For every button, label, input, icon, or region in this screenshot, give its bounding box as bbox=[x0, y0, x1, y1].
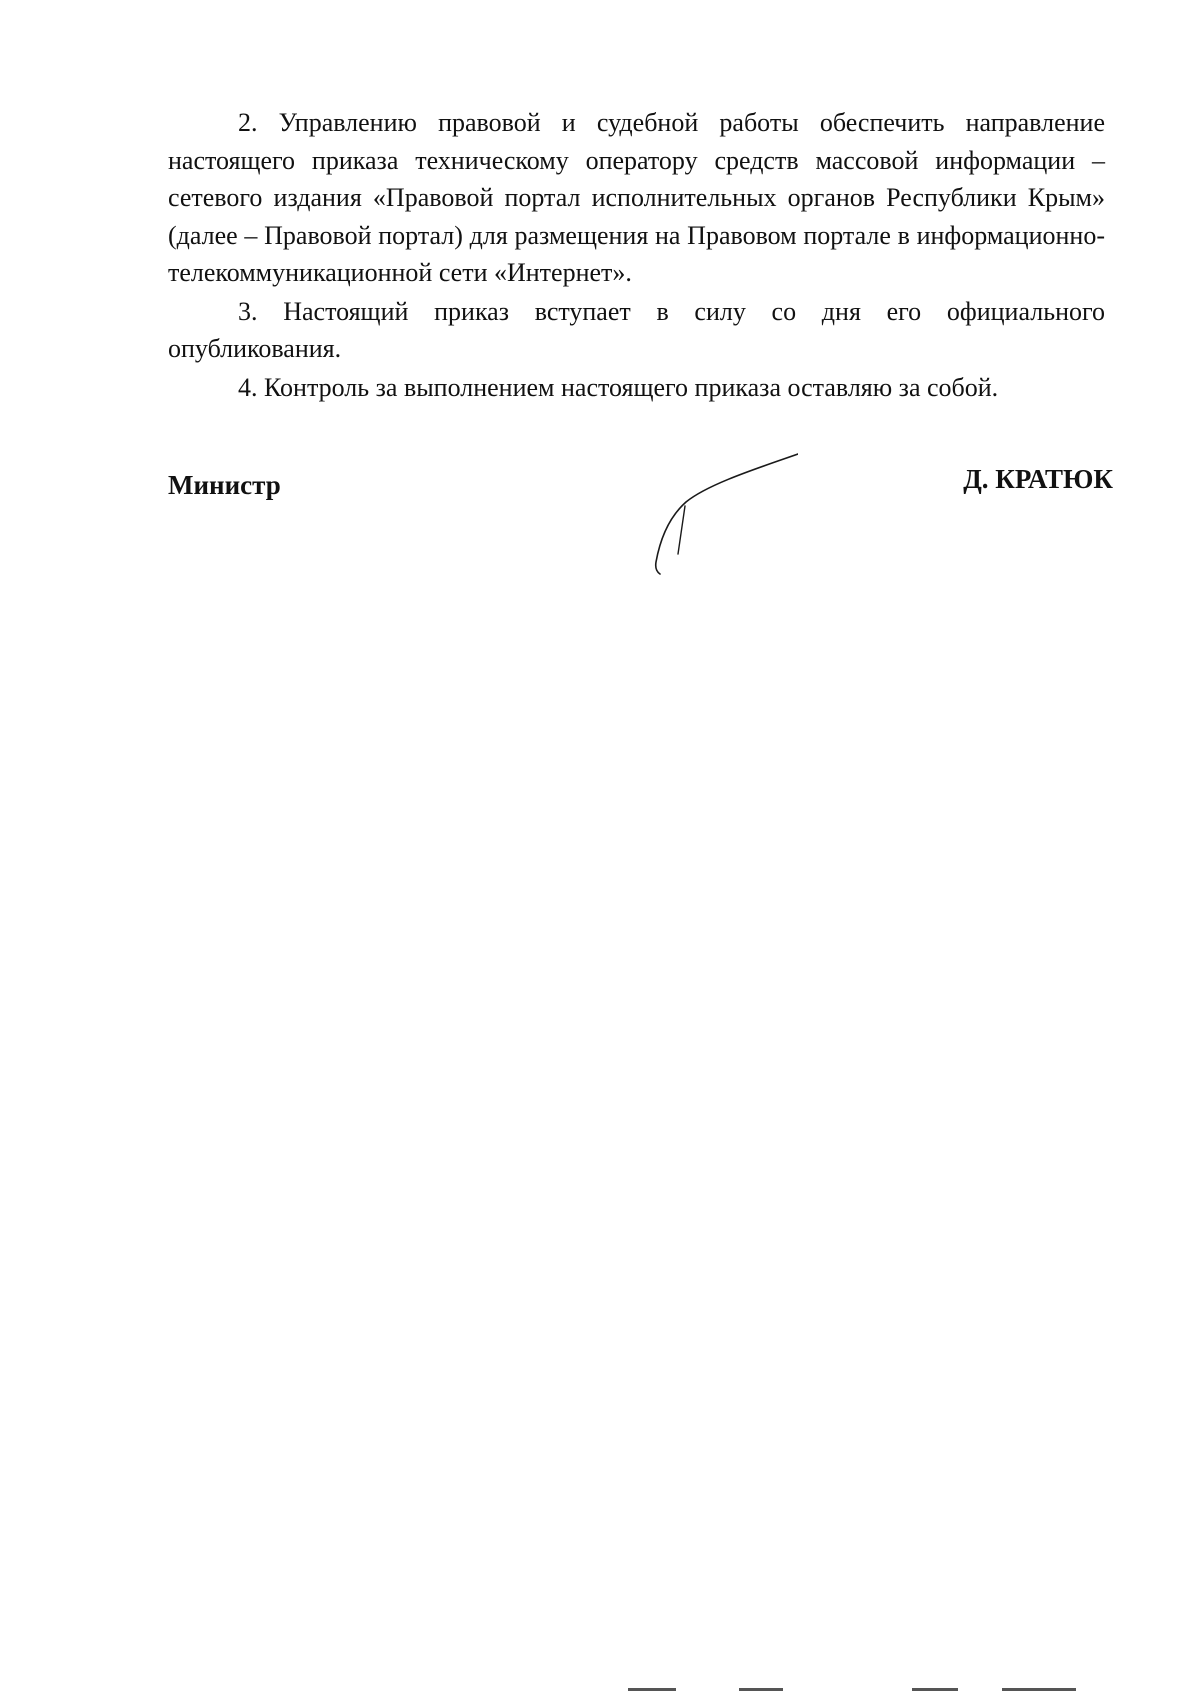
scan-mark bbox=[628, 1688, 676, 1691]
signatory-position: Министр bbox=[168, 470, 281, 500]
paragraph-text: Контроль за выполнением настоящего приказа оставляю за собой. bbox=[264, 372, 999, 402]
paragraph-number: 3. bbox=[238, 296, 258, 326]
paragraph-number: 4. bbox=[238, 372, 258, 402]
scan-mark bbox=[739, 1688, 783, 1691]
scan-mark bbox=[912, 1688, 958, 1691]
handwritten-signature bbox=[638, 450, 798, 590]
paragraph-text: Настоящий приказ вступает в силу со дня его официального опубликования. bbox=[168, 296, 1106, 363]
paragraph-4 bbox=[168, 369, 1105, 407]
scan-mark bbox=[1002, 1688, 1076, 1691]
signatory-name: Д. КРАТЮК bbox=[963, 464, 1113, 494]
paragraph-text: Управлению правовой и судебной работы обеспечить направление настоящего приказа техническому оператору средств массовой информации – сетевого издания «Правовой портал исполнительных органов Республики Крым» (далее – Правовой портал) для размещения на Правовом портале в информационно-телекоммуникационной сети «Интернет». bbox=[168, 108, 1105, 287]
paragraph-3 bbox=[168, 293, 1105, 368]
paragraph-number: 2. bbox=[238, 108, 258, 137]
scan-edge-marks bbox=[0, 1688, 1200, 1697]
paragraph-2 bbox=[168, 104, 1105, 292]
signature-block bbox=[168, 464, 1113, 600]
document-body bbox=[168, 104, 1105, 406]
